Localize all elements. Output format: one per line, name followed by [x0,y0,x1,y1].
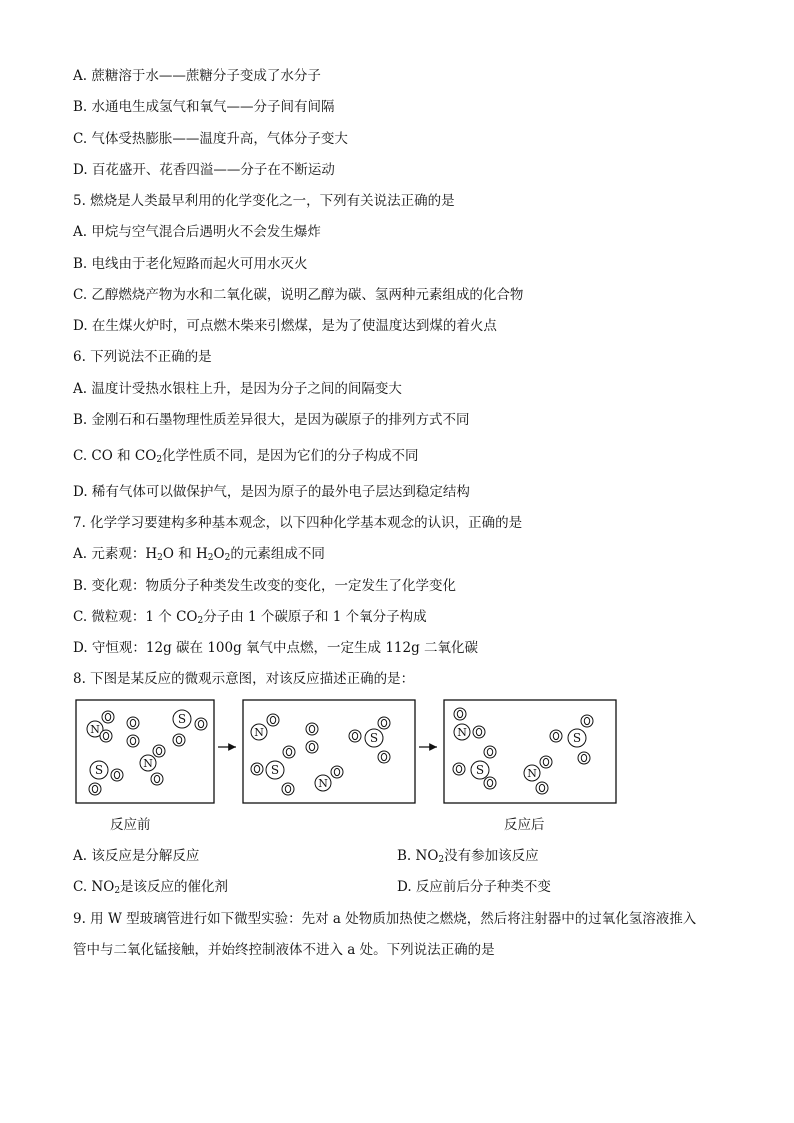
q5-option-d: D. 在生煤火炉时，可点燃木柴来引燃煤，是为了使温度达到煤的着火点 [73,318,497,334]
nitrogen-atom [454,724,470,740]
q6-option-b: B. 金刚石和石墨物理性质差异很大，是因为碳原子的排列方式不同 [73,412,470,428]
oxygen-atom [251,763,263,775]
oxygen-atom [111,769,123,781]
q9-line-1: 9. 用 W 型玻璃管进行如下微型实验：先对 a 处物质加热使之燃烧，然后将注射器中的过氧化氢溶液推入 [73,911,697,927]
oxygen-atom [484,777,496,789]
oxygen-atom [540,756,552,768]
q7-option-d: D. 守恒观：12g 碳在 100g 氧气中点燃，一定生成 112g 二氧化碳 [73,640,479,656]
q6-option-d: D. 稀有气体可以做保护气，是因为原子的最外电子层达到稳定结构 [73,484,470,500]
sulfur-label: S [177,712,187,726]
oxygen-atom [581,715,593,727]
after-label: 反应后 [504,817,545,833]
oxygen-atom [484,746,496,758]
oxygen-atom [378,751,390,763]
q5-option-c: C. 乙醇燃烧产物为水和二氧化碳，说明乙醇为碳、氢两种元素组成的化合物 [73,287,524,303]
before-label: 反应前 [110,817,151,833]
q5-stem: 5. 燃烧是人类最早利用的化学变化之一，下列有关说法正确的是 [73,193,455,209]
nitrogen-atom [140,755,156,771]
sulfur-atom [173,710,191,728]
q8-option-c: C. $NO_2$是该反应的催化剂 [73,879,229,896]
oxygen-atom [473,726,485,738]
oxygen-atom [102,711,114,723]
nitrogen-label: N [527,767,537,780]
oxygen-atom [100,730,112,742]
oxygen-atom [153,745,165,757]
oxygen-atom [282,783,294,795]
reaction-diagram [70,695,630,815]
q8-option-b: B. $NO_2$没有参加该反应 [397,848,539,865]
oxygen-atom [306,741,318,753]
q9-line-2: 管中与二氧化锰接触，并始终控制液体不进入 a 处。下列说法正确的是 [73,942,495,958]
nitrogen-atom [524,765,540,781]
q8-option-d: D. 反应前后分子种类不变 [397,879,551,895]
oxygen-atom [195,718,207,730]
nitrogen-label: N [90,723,100,736]
oxygen-atom [127,717,139,729]
sulfur-atom [266,761,284,779]
nitrogen-label: N [457,726,467,739]
q4-option-b: B. 水通电生成氢气和氧气——分子间有间隔 [73,99,335,115]
oxygen-atom [550,730,562,742]
q4-option-a: A. 蔗糖溶于水——蔗糖分子变成了水分子 [73,68,321,84]
q7-option-c: C. 微粒观：1 个 $CO_2$分子由 1 个碳原子和 1 个氧分子构成 [73,609,427,626]
q6-stem: 6. 下列说法不正确的是 [73,349,212,365]
sulfur-label: S [369,731,379,745]
oxygen-atom [349,730,361,742]
oxygen-atom [454,708,466,720]
oxygen-atom [89,783,101,795]
q5-option-a: A. 甲烷与空气混合后遇明火不会发生爆炸 [73,224,321,240]
sulfur-atom [471,761,489,779]
oxygen-atom [151,773,163,785]
q4-option-c: C. 气体受热膨胀——温度升高，气体分子变大 [73,131,348,147]
oxygen-atom [331,766,343,778]
nitrogen-label: N [318,777,328,790]
q7-stem: 7. 化学学习要建构多种基本观念，以下四种化学基本观念的认识，正确的是 [73,515,523,531]
sulfur-atom [365,729,383,747]
q7-option-a: A. 元素观：$H_2O$ 和 $H_2O_2$的元素组成不同 [73,546,325,563]
sulfur-label: S [475,763,485,777]
oxygen-atom [283,746,295,758]
sulfur-label: S [270,763,280,777]
sulfur-label: S [94,763,104,777]
q8-option-a: A. 该反应是分解反应 [73,848,200,864]
nitrogen-atom [251,724,267,740]
oxygen-atom [127,735,139,747]
nitrogen-label: N [143,757,153,770]
sulfur-atom [90,761,108,779]
oxygen-atom [453,763,465,775]
q6-option-c: C. CO 和 $CO_2$化学性质不同，是因为它们的分子构成不同 [73,448,419,465]
sulfur-label: S [572,731,582,745]
oxygen-atom [378,717,390,729]
q6-option-a: A. 温度计受热水银柱上升，是因为分子之间的间隔变大 [73,381,402,397]
oxygen-atom [578,752,590,764]
q4-option-d: D. 百花盛开、花香四溢——分子在不断运动 [73,162,335,178]
q5-option-b: B. 电线由于老化短路而起火可用水灭火 [73,256,308,272]
oxygen-atom [173,734,185,746]
oxygen-atom [267,714,279,726]
oxygen-atom [306,723,318,735]
q8-stem: 8. 下图是某反应的微观示意图，对该反应描述正确的是： [73,671,415,687]
nitrogen-atom [315,775,331,791]
q7-option-b: B. 变化观：物质分子种类发生改变的变化，一定发生了化学变化 [73,578,457,594]
oxygen-atom [536,782,548,794]
sulfur-atom [568,729,586,747]
nitrogen-label: N [254,726,264,739]
